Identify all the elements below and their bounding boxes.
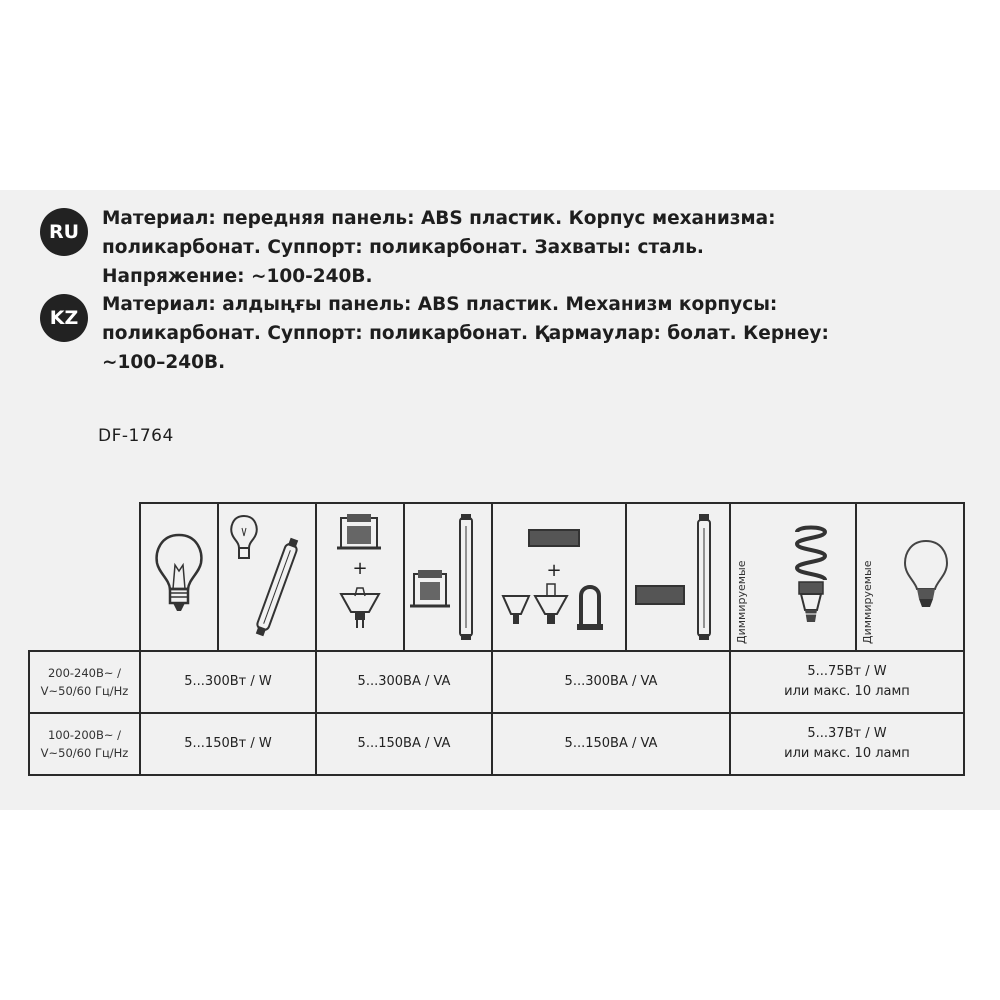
led-bulb-icon <box>901 537 951 617</box>
halogen-bulb-icon <box>222 512 312 642</box>
transformer-value: 5...150ВА / VA <box>316 713 492 775</box>
halogen-lamp-cell <box>218 503 316 651</box>
load-spec-table <box>28 502 965 776</box>
dimmable-label-cfl: Диммируемые <box>735 560 748 644</box>
electronic-fluorescent-cell <box>626 503 730 651</box>
ru-text: Материал: передняя панель: ABS пластик. Корпус механизма: поликарбонат. Суппорт: поликарбонат. Захваты: сталь. Напряжение: ~100-240В. <box>102 208 776 287</box>
icon-row <box>29 503 964 651</box>
model-number: DF-1764 <box>98 426 174 446</box>
table-row <box>29 651 964 713</box>
voltage-cell: 200-240В~ / V~50/60 Гц/Hz <box>29 651 140 713</box>
dimmable-value: 5...75Вт / W или макс. 10 ламп <box>730 651 964 713</box>
dimmable-value: 5...37Вт / W или макс. 10 ламп <box>730 713 964 775</box>
fluorescent-transformer-cell <box>404 503 492 651</box>
kz-badge: KZ <box>40 294 88 342</box>
magnetic-transformer-cell <box>316 503 404 651</box>
transformer-halogen-icon <box>325 512 395 642</box>
incandescent-lamp-cell <box>140 503 218 651</box>
dimmable-label-led: Диммируемые <box>861 560 874 644</box>
transformer-value: 5...300ВА / VA <box>316 651 492 713</box>
cfl-bulb-icon <box>781 522 841 632</box>
ru-badge: RU <box>40 208 88 256</box>
svg-text:+: + <box>546 560 562 581</box>
table-row <box>29 713 964 775</box>
dimmable-cfl-cell <box>730 503 856 651</box>
electronic-transformer-cell <box>492 503 626 651</box>
electronic-value: 5...150ВА / VA <box>492 713 730 775</box>
incandescent-value: 5...300Вт / W <box>140 651 316 713</box>
voltage-cell: 100-200В~ / V~50/60 Гц/Hz <box>29 713 140 775</box>
dimmable-led-cell <box>856 503 964 651</box>
kz-text: Материал: алдыңғы панель: ABS пластик. Механизм корпусы: поликарбонат. Суппорт: поликарбонат. Қармаулар: болат. Кернеу: ~100–240В. <box>102 294 829 373</box>
svg-text:+: + <box>352 558 368 579</box>
incandescent-value: 5...150Вт / W <box>140 713 316 775</box>
incandescent-bulb-icon <box>149 527 209 627</box>
electronic-value: 5...300ВА / VA <box>492 651 730 713</box>
electronic-fluorescent-icon <box>628 512 728 642</box>
label-sheet <box>0 190 1000 810</box>
electronic-transformer-lamps-icon <box>499 512 619 642</box>
transformer-fluorescent-icon <box>408 512 488 642</box>
